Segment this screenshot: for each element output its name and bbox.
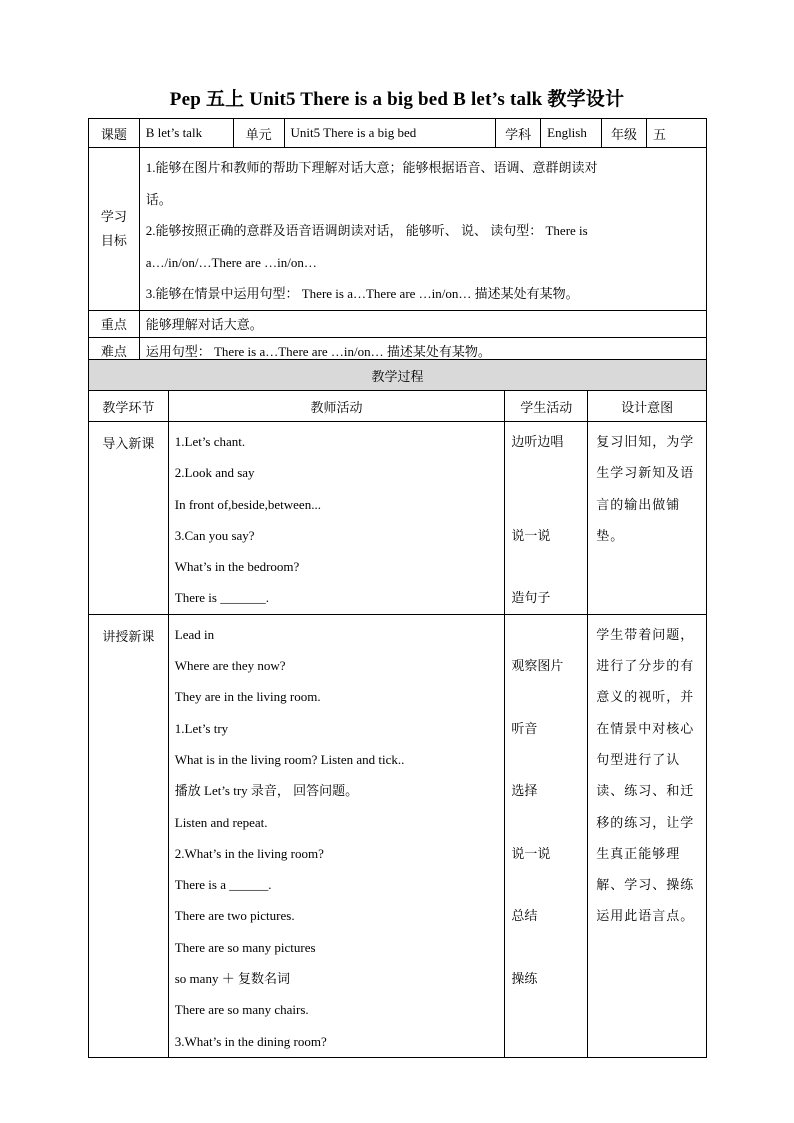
student-line [511, 489, 587, 520]
student-line: 听音 [511, 720, 538, 736]
stage-intro: 导入新课 [89, 422, 169, 615]
design-intent-intro: 复习旧知，为学生学习新知及语言的输出做铺垫。 [588, 422, 707, 615]
objective-line: 3.能够在情景中运用句型： There is a…There are …in/on… 描述某处有某物。 [145, 286, 579, 301]
teacher-line: What is in the living room? Listen and tick.. [174, 751, 405, 767]
teacher-line: 3.Can you say? [174, 527, 255, 543]
objectives-label-line1: 学习 [100, 208, 127, 224]
teacher-line: There are two pictures. [174, 908, 295, 924]
objectives-content [139, 148, 706, 311]
student-line [511, 869, 587, 900]
grade-value: 五 [647, 119, 707, 148]
key-point-value: 能够理解对话大意。 [139, 310, 706, 337]
key-point-label: 重点 [89, 310, 140, 337]
student-line: 说一说 [511, 845, 551, 861]
student-line [511, 1026, 587, 1057]
teacher-activity-intro [168, 422, 505, 615]
teacher-line: 1.Let’s chant. [174, 434, 246, 449]
teacher-line: There are so many chairs. [174, 1002, 309, 1018]
student-line [511, 932, 587, 963]
teacher-line: In front of,beside,between... [174, 496, 321, 512]
info-table [88, 118, 707, 365]
teacher-line: They are in the living room. [174, 689, 321, 705]
header-student: 学生活动 [505, 391, 588, 422]
teacher-line: Lead in [174, 626, 215, 642]
teacher-line: There is _______. [174, 590, 269, 606]
objective-line: 2.能够按照正确的意群及语音语调朗读对话， 能够听、 说、 读句型： There is [145, 223, 588, 238]
unit-label: 单元 [233, 119, 284, 148]
stage-new-lesson: 讲授新课 [89, 614, 169, 1057]
subject-value: English [541, 119, 602, 148]
objective-line: 话。 [145, 191, 172, 207]
objective-line: 1.能够在图片和教师的帮助下理解对话大意；能够根据语音、语调、意群朗读对 [145, 160, 598, 175]
teacher-line: There are so many pictures [174, 939, 316, 955]
student-line: 说一说 [511, 527, 551, 543]
header-teacher: 教师活动 [168, 391, 505, 422]
student-activity-intro [505, 422, 588, 615]
topic-label: 课题 [89, 119, 140, 148]
student-line [511, 619, 587, 650]
header-stage: 教学环节 [89, 391, 169, 422]
objectives-label [89, 148, 140, 311]
objectives-label-line2: 目标 [100, 232, 127, 248]
teacher-line: Listen and repeat. [174, 814, 268, 830]
student-line: 造句子 [511, 590, 551, 606]
student-line: 边听边唱 [511, 434, 564, 449]
student-line [511, 807, 587, 838]
student-line: 选择 [511, 783, 538, 799]
student-activity-new [505, 614, 588, 1057]
student-line: 操练 [511, 971, 538, 987]
teacher-line: 2.Look and say [174, 465, 255, 481]
process-table [88, 359, 707, 1058]
header-intent: 设计意图 [588, 391, 707, 422]
difficulty-value: 运用句型： There is a…There are …in/on… 描述某处有某物。 [139, 337, 706, 364]
student-line: 总结 [511, 908, 538, 924]
grade-label: 年级 [602, 119, 647, 148]
student-line: 观察图片 [511, 658, 564, 674]
teacher-line: There is a ______. [174, 877, 272, 893]
student-line [511, 551, 587, 582]
student-line [511, 994, 587, 1025]
teacher-line: 2.What’s in the living room? [174, 845, 324, 861]
topic-value: B let’s talk [139, 119, 233, 148]
objective-line: a…/in/on/…There are …in/on… [145, 254, 317, 270]
teacher-activity-new [168, 614, 505, 1057]
teacher-line: 1.Let’s try [174, 720, 229, 736]
student-line [511, 681, 587, 712]
teacher-line: 3.What’s in the dining room? [174, 1033, 327, 1049]
subject-label: 学科 [496, 119, 541, 148]
unit-value: Unit5 There is a big bed [284, 119, 496, 148]
teacher-line: What’s in the bedroom? [174, 559, 300, 575]
student-line [511, 744, 587, 775]
teacher-line: so many ＋ 复数名词 [174, 971, 290, 987]
page-title: Pep 五上 Unit5 There is a big bed B let’s talk 教学设计 [169, 89, 625, 110]
teacher-line: 播放 Let’s try 录音， 回答问题。 [174, 783, 359, 799]
design-intent-new: 学生带着问题，进行了分步的有意义的视听，并在情景中对核心句型进行了认读、练习、和迁移的练习，让学生真正能够理解、学习、操练运用此语言点。 [588, 614, 707, 1057]
student-line [511, 457, 587, 488]
difficulty-label: 难点 [89, 337, 140, 364]
process-band: 教学过程 [89, 360, 707, 391]
teacher-line: Where are they now? [174, 658, 286, 674]
